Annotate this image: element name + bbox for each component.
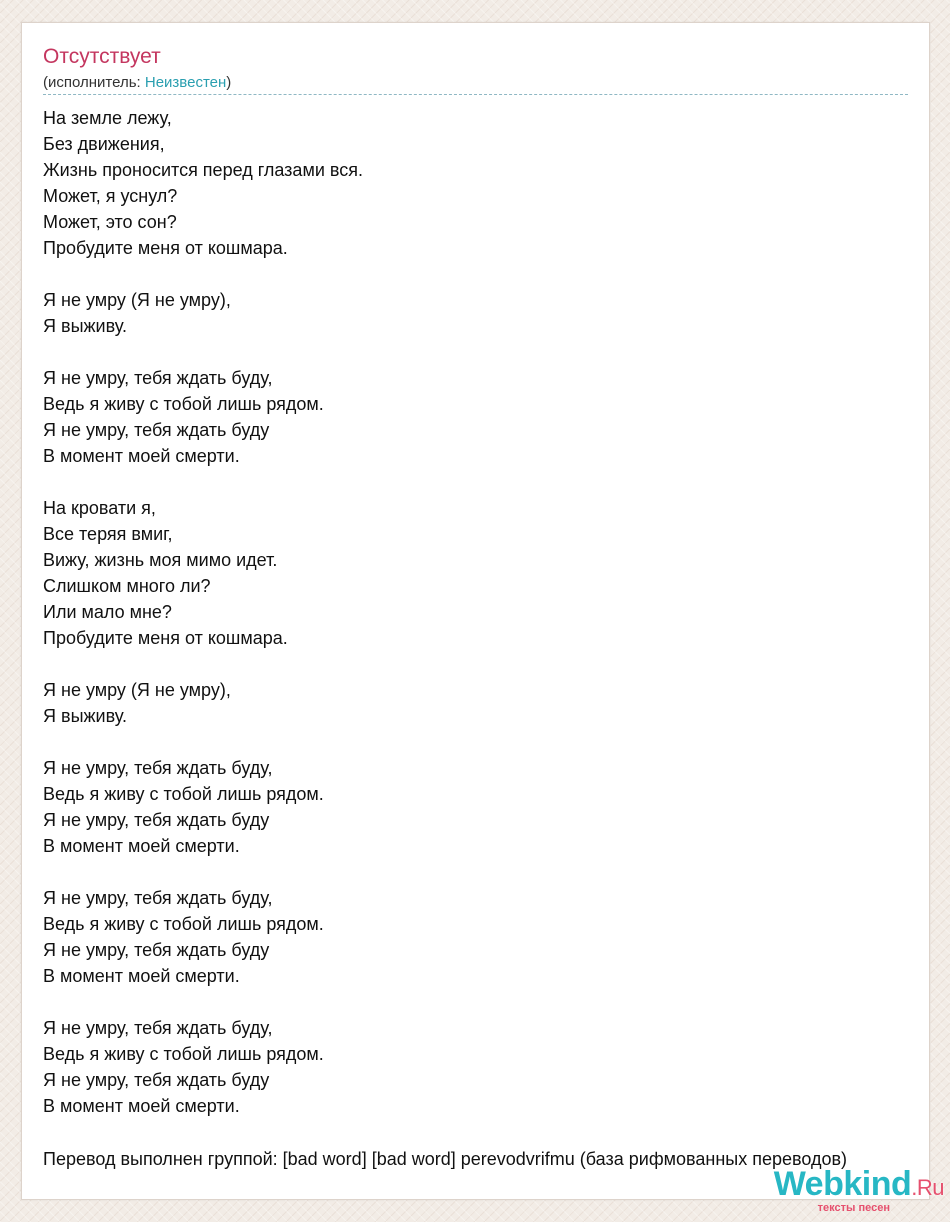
lyric-line: Я не умру, тебя ждать буду,	[43, 368, 273, 388]
lyric-line: Я не умру, тебя ждать буду,	[43, 888, 273, 908]
artist-prefix: (исполнитель:	[43, 74, 145, 91]
lyric-line: Я не умру, тебя ждать буду,	[43, 758, 273, 778]
lyric-line: Все теряя вмиг,	[43, 524, 173, 544]
lyric-line: Жизнь проносится перед глазами вся.	[43, 160, 363, 180]
lyric-line: Может, я уснул?	[43, 186, 178, 206]
webkind-logo	[744, 1166, 944, 1216]
artist-line	[43, 74, 231, 92]
logo-wordmark	[744, 1166, 944, 1206]
lyric-line: В момент моей смерти.	[43, 1096, 240, 1116]
lyric-line: Пробудите меня от кошмара.	[43, 628, 288, 648]
stanza-break	[43, 339, 923, 365]
lyric-line: В момент моей смерти.	[43, 836, 240, 856]
lyric-line: На кровати я,	[43, 498, 156, 518]
lyric-line: Я не умру, тебя ждать буду	[43, 1070, 270, 1090]
song-title: Отсутствует	[43, 45, 161, 68]
lyrics-card	[21, 22, 930, 1200]
stanza-break	[43, 859, 923, 885]
stanza-break	[43, 651, 923, 677]
lyric-line: Ведь я живу с тобой лишь рядом.	[43, 914, 324, 934]
lyric-line: Ведь я живу с тобой лишь рядом.	[43, 1044, 324, 1064]
stanza-break	[43, 261, 923, 287]
lyric-line: Ведь я живу с тобой лишь рядом.	[43, 394, 324, 414]
title-divider	[43, 94, 908, 95]
lyric-line: Я выживу.	[43, 706, 127, 726]
lyric-line: Я не умру, тебя ждать буду	[43, 810, 270, 830]
artist-link[interactable]: Неизвестен	[144, 74, 227, 91]
lyric-line: Вижу, жизнь моя мимо идет.	[43, 550, 278, 570]
logo-tld: .Ru	[911, 1175, 944, 1200]
lyric-line: В момент моей смерти.	[43, 966, 240, 986]
lyric-line: На земле лежу,	[43, 108, 172, 128]
stanza-break	[43, 469, 923, 495]
lyric-line: Я не умру, тебя ждать буду	[43, 940, 270, 960]
logo-tagline: тексты песен	[817, 1202, 890, 1214]
lyric-line: Я не умру, тебя ждать буду	[43, 420, 270, 440]
lyric-line: Без движения,	[43, 134, 165, 154]
lyric-line: Я не умру (Я не умру),	[43, 680, 231, 700]
translation-credit: Перевод выполнен группой: [bad word] [bad word] perevodvrifmu (база рифмованных переводов)	[43, 1149, 848, 1169]
lyric-line: В момент моей смерти.	[43, 446, 240, 466]
stanza-break	[43, 989, 923, 1015]
lyric-line: Может, это сон?	[43, 212, 177, 232]
lyric-line: Я не умру (Я не умру),	[43, 290, 231, 310]
lyric-line: Пробудите меня от кошмара.	[43, 238, 288, 258]
artist-suffix: )	[226, 74, 232, 91]
lyrics-text	[43, 105, 923, 1119]
lyric-line: Ведь я живу с тобой лишь рядом.	[43, 784, 324, 804]
logo-brand: Webkind	[773, 1165, 912, 1203]
lyric-line: Слишком много ли?	[43, 576, 211, 596]
lyric-line: Или мало мне?	[43, 602, 172, 622]
stanza-break	[43, 729, 923, 755]
lyric-line: Я выживу.	[43, 316, 127, 336]
lyric-line: Я не умру, тебя ждать буду,	[43, 1018, 273, 1038]
